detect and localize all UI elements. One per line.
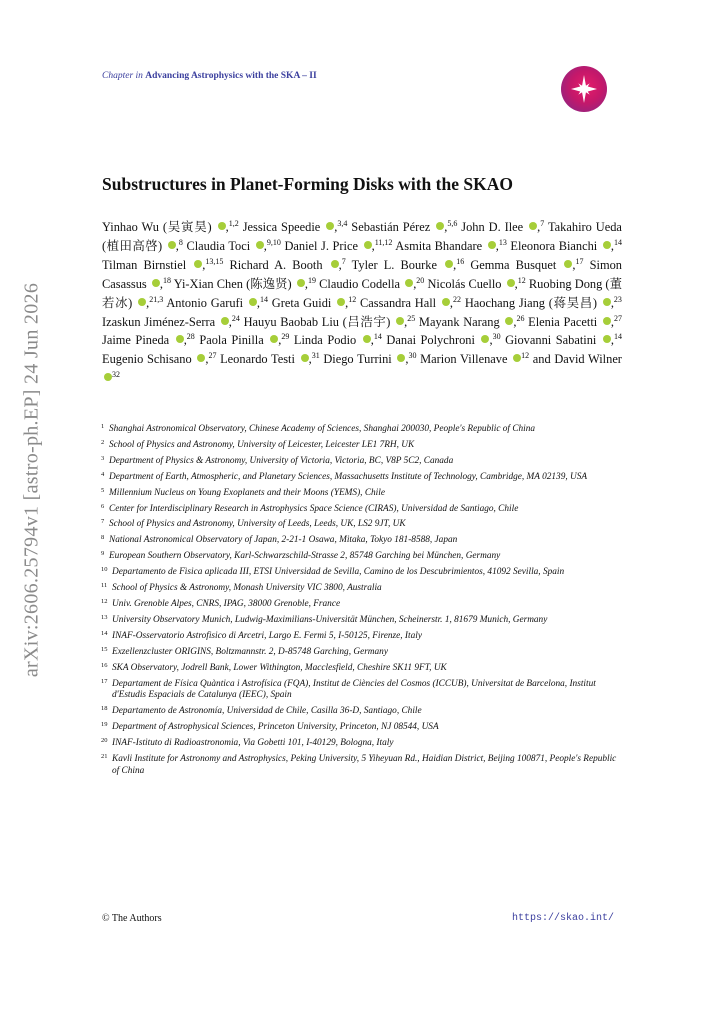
author-name: Mayank Narang xyxy=(418,314,500,329)
author-entry: Tilman Birnstiel ,$^{13,15}$ xyxy=(102,256,224,272)
author-entry: Tyler L. Bourke ,$^{16}$ xyxy=(351,256,465,272)
affiliation-number: 20 xyxy=(101,737,108,745)
affiliation-number: 15 xyxy=(101,645,108,653)
orcid-icon[interactable] xyxy=(270,335,278,343)
author-entry: Jaime Pineda ,$^{28}$ xyxy=(102,332,195,348)
author-entry: Gemma Busquet ,$^{17}$ xyxy=(470,256,584,272)
affiliation-text: University Observatory Munich, Ludwig-Maximilians-Universität München, Scheinerstr. 1, 81679 Munich, Germany xyxy=(112,614,548,625)
author-name: Marion Villenave xyxy=(420,352,508,367)
affiliation-text: INAF-Istituto di Radioastronomia, Via Gobetti 101, I-40129, Bologna, Italy xyxy=(112,738,394,749)
affiliation-text: European Southern Observatory, Karl-Schwarzschild-Strasse 2, 85748 Garching bei München, Germany xyxy=(109,551,501,562)
copyright-notice: © The Authors xyxy=(102,913,162,924)
author-affiliation-ref: 5,6 xyxy=(447,219,458,228)
author-name: Diego Turrini xyxy=(323,352,392,367)
author-entry: Paola Pinilla ,$^{29}$ xyxy=(199,332,290,348)
orcid-icon[interactable] xyxy=(603,298,611,306)
affiliation-list xyxy=(102,424,622,782)
affiliation-item xyxy=(102,647,622,659)
author-affiliation-ref: 21,3 xyxy=(149,294,164,304)
chapter-header xyxy=(102,71,317,81)
orcid-icon[interactable] xyxy=(603,241,611,249)
orcid-icon[interactable] xyxy=(249,298,257,306)
author-entry: Danai Polychroni ,$^{30}$ xyxy=(386,332,501,348)
author-name: Jaime Pineda xyxy=(102,333,170,348)
author-affiliation-ref: 11,12 xyxy=(374,237,393,247)
author-entry: Elenia Pacetti ,$^{27}$ xyxy=(528,313,622,329)
orcid-icon[interactable] xyxy=(436,222,444,230)
author-entry: Diego Turrini ,$^{30}$ xyxy=(323,351,417,367)
author-affiliation-ref: 22 xyxy=(453,294,462,304)
affiliation-text: School of Physics and Astronomy, University of Leicester, Leicester LE1 7RH, UK xyxy=(109,439,415,450)
orcid-icon[interactable] xyxy=(152,279,160,287)
author-entry: Mayank Narang ,$^{26}$ xyxy=(418,313,525,329)
affiliation-text: National Astronomical Observatory of Japan, 2-21-1 Osawa, Mitaka, Tokyo 181-8588, Japan xyxy=(109,535,458,546)
author-entry: Ruobing Dong (董若冰) ,$^{21,3}$ xyxy=(102,276,622,310)
affiliation-number: 6 xyxy=(101,502,105,510)
orcid-icon[interactable] xyxy=(168,241,176,249)
author-name: Sebastián Pérez xyxy=(351,220,431,234)
affiliation-text: Department of Astrophysical Sciences, Princeton University, Princeton, NJ 08544, USA xyxy=(112,722,439,733)
author-entry: Linda Podio ,$^{14}$ xyxy=(293,332,382,348)
author-entry: Yi-Xian Chen (陈逸贤) ,$^{19}$ xyxy=(173,275,316,291)
affiliation-text: SKA Observatory, Jodrell Bank, Lower Withington, Macclesfield, Cheshire SK11 9FT, UK xyxy=(112,662,447,673)
author-name: Antonio Garufi xyxy=(166,295,244,310)
orcid-icon[interactable] xyxy=(326,222,334,230)
affiliation-text: Exzellenzcluster ORIGINS, Boltzmannstr. 2, D-85748 Garching, Germany xyxy=(112,646,388,657)
author-affiliation-ref: 7 xyxy=(341,256,346,266)
chapter-prefix: Chapter in xyxy=(102,71,143,81)
author-name: Linda Podio xyxy=(293,333,357,348)
affiliation-number: 4 xyxy=(101,470,105,478)
affiliation-item xyxy=(102,583,622,595)
orcid-icon[interactable] xyxy=(445,260,453,268)
paper-title: Substructures in Planet-Forming Disks with the SKAO xyxy=(102,174,513,194)
arxiv-identifier: arXiv:2606.25794v1 [astro-ph.EP] 24 Jun 2026 xyxy=(20,282,43,678)
author-name: Simon Casassus xyxy=(102,257,622,291)
orcid-icon[interactable] xyxy=(488,241,496,249)
author-entry: Antonio Garufi ,$^{14}$ xyxy=(166,294,268,310)
author-entry: Simon Casassus ,$^{18}$ xyxy=(102,257,622,291)
affiliation-number: 19 xyxy=(101,721,108,729)
orcid-icon[interactable] xyxy=(337,298,345,306)
author-affiliation-ref: 32 xyxy=(112,370,120,380)
orcid-icon[interactable] xyxy=(442,298,450,306)
orcid-icon[interactable] xyxy=(301,354,309,362)
author-entry: Takahiro Ueda (植田高啓) ,$^8$ xyxy=(102,220,622,253)
author-affiliation-ref: 12 xyxy=(517,275,526,285)
author-affiliation-ref: 3,4 xyxy=(337,219,348,228)
affiliation-item xyxy=(102,631,622,643)
affiliation-number: 21 xyxy=(101,753,108,761)
author-affiliation-ref: 29 xyxy=(281,332,290,342)
author-name: Leonardo Testi xyxy=(220,352,295,367)
author-affiliation-ref: 13 xyxy=(498,237,507,247)
affiliation-item xyxy=(102,722,622,734)
orcid-icon[interactable] xyxy=(194,260,202,268)
author-entry: Eleonora Bianchi ,$^{14}$ xyxy=(510,237,622,253)
author-name: Eugenio Schisano xyxy=(102,352,192,367)
affiliation-number: 3 xyxy=(101,454,105,462)
affiliation-number: 8 xyxy=(101,534,105,542)
author-entry: Yinhao Wu (吴寅昊) ,$^{1,2}$ xyxy=(102,219,239,234)
author-list xyxy=(102,218,622,388)
author-affiliation-ref: 9,10 xyxy=(266,237,281,247)
affiliation-item xyxy=(102,519,622,531)
author-name: Hauyu Baobab Liu (吕浩宇) xyxy=(243,314,391,329)
affiliation-text: INAF-Osservatorio Astrofisico di Arcetri, Largo E. Fermi 5, I-50125, Firenze, Italy xyxy=(112,630,422,641)
affiliation-text: Univ. Grenoble Alpes, CNRS, IPAG, 38000 Grenoble, France xyxy=(112,598,341,609)
affiliation-text: School of Physics and Astronomy, University of Leeds, Leeds, UK, LS2 9JT, UK xyxy=(109,519,406,530)
affiliation-number: 17 xyxy=(101,677,108,685)
affiliation-item xyxy=(102,551,622,563)
author-name: Claudio Codella xyxy=(319,276,401,291)
orcid-icon[interactable] xyxy=(221,317,229,325)
orcid-icon[interactable] xyxy=(364,241,372,249)
orcid-icon[interactable] xyxy=(256,241,264,249)
orcid-icon[interactable] xyxy=(507,279,515,287)
affiliation-number: 1 xyxy=(101,423,105,430)
author-name: Takahiro Ueda (植田高啓) xyxy=(102,220,622,253)
author-entry: John D. Ilee ,$^7$ xyxy=(461,219,545,234)
affiliation-item xyxy=(102,424,622,436)
orcid-icon[interactable] xyxy=(481,335,489,343)
author-name: Richard A. Booth xyxy=(229,257,323,272)
author-name: Tilman Birnstiel xyxy=(102,257,187,272)
author-name: Jessica Speedie xyxy=(242,220,321,234)
author-name: Nicolás Cuello xyxy=(427,276,502,291)
affiliation-text: Departamento de Astronomía, Universidad de Chile, Casilla 36-D, Santiago, Chile xyxy=(112,706,422,717)
author-entry: Greta Guidi ,$^{12}$ xyxy=(271,294,357,310)
affiliation-item xyxy=(102,472,622,484)
orcid-icon[interactable] xyxy=(297,279,305,287)
author-entry: Izaskun Jiménez-Serra ,$^{24}$ xyxy=(102,313,240,329)
orcid-icon[interactable] xyxy=(529,222,537,230)
affiliation-item xyxy=(102,615,622,627)
affiliation-item xyxy=(102,504,622,516)
orcid-icon[interactable] xyxy=(396,317,404,325)
affiliation-number: 16 xyxy=(101,661,108,669)
author-affiliation-ref: 13,15 xyxy=(205,256,224,266)
author-affiliation-ref: 7 xyxy=(540,219,545,228)
affiliation-text: Department of Earth, Atmospheric, and Planetary Sciences, Massachusetts Institute of Technology, Cambridge, MA 02139, USA xyxy=(109,471,588,482)
author-entry: Richard A. Booth ,$^7$ xyxy=(229,256,346,272)
affiliation-item xyxy=(102,456,622,468)
affiliation-text: Kavli Institute for Astronomy and Astrophysics, Peking University, 5 Yiheyuan Rd., Haidian District, Beijing 100871, People's Republic of China xyxy=(112,754,617,776)
author-affiliation-ref: 19 xyxy=(307,275,316,285)
author-name: Giovanni Sabatini xyxy=(505,333,597,348)
author-entry: Giovanni Sabatini ,$^{14}$ xyxy=(505,332,622,348)
affiliation-number: 12 xyxy=(101,597,108,605)
affiliation-item xyxy=(102,738,622,750)
author-affiliation-ref: 12 xyxy=(521,351,530,361)
author-affiliation-ref: 14 xyxy=(613,237,622,247)
author-name: Yinhao Wu (吴寅昊) xyxy=(102,220,212,234)
affiliation-number: 13 xyxy=(101,613,108,621)
author-affiliation-ref: 1,2 xyxy=(228,219,239,228)
orcid-icon[interactable] xyxy=(176,335,184,343)
author-name: Daniel J. Price xyxy=(284,238,359,253)
author-affiliation-ref: 30 xyxy=(408,351,417,361)
orcid-icon[interactable] xyxy=(603,335,611,343)
affiliation-text: School of Physics & Astronomy, Monash University VIC 3800, Australia xyxy=(112,583,382,594)
orcid-icon[interactable] xyxy=(603,317,611,325)
author-entry: Leonardo Testi ,$^{31}$ xyxy=(220,351,320,367)
author-affiliation-ref: 23 xyxy=(613,294,622,304)
affiliation-item xyxy=(102,679,622,703)
orcid-icon[interactable] xyxy=(138,298,146,306)
orcid-icon[interactable] xyxy=(505,317,513,325)
skao-link[interactable]: https://skao.int/ xyxy=(512,913,615,924)
author-name: Greta Guidi xyxy=(271,295,332,310)
author-affiliation-ref: 26 xyxy=(516,313,525,323)
affiliation-item xyxy=(102,488,622,500)
affiliation-item xyxy=(102,567,622,579)
author-entry: Nicolás Cuello ,$^{12}$ xyxy=(427,275,526,291)
author-affiliation-ref: 25 xyxy=(407,313,416,323)
author-entry: Hauyu Baobab Liu (吕浩宇) ,$^{25}$ xyxy=(243,313,416,329)
affiliation-number: 7 xyxy=(101,518,105,526)
author-name: Gemma Busquet xyxy=(470,257,557,272)
author-affiliation-ref: 8 xyxy=(178,237,183,247)
author-conjunction: and xyxy=(532,352,551,367)
author-affiliation-ref: 24 xyxy=(231,313,240,323)
orcid-icon[interactable] xyxy=(218,222,226,230)
author-name: Eleonora Bianchi xyxy=(510,238,598,253)
affiliation-item xyxy=(102,706,622,718)
author-name: Izaskun Jiménez-Serra xyxy=(102,314,216,329)
author-entry: Haochang Jiang (蒋昊昌) ,$^{23}$ xyxy=(464,294,622,310)
author-affiliation-ref: 18 xyxy=(163,275,172,285)
orcid-icon[interactable] xyxy=(197,354,205,362)
author-name: Tyler L. Bourke xyxy=(351,257,437,272)
affiliation-number: 11 xyxy=(101,582,108,590)
author-name: Elenia Pacetti xyxy=(528,314,598,329)
affiliation-item xyxy=(102,440,622,452)
author-entry: Daniel J. Price ,$^{11,12}$ xyxy=(284,237,393,253)
affiliation-number: 18 xyxy=(101,705,108,713)
author-affiliation-ref: 20 xyxy=(416,275,425,285)
affiliation-text: Millennium Nucleus on Young Exoplanets and their Moons (YEMS), Chile xyxy=(109,487,385,498)
author-entry: Claudia Toci ,$^{9,10}$ xyxy=(186,237,281,253)
affiliation-number: 9 xyxy=(101,550,105,558)
author-affiliation-ref: 14 xyxy=(260,294,268,304)
author-name: Claudia Toci xyxy=(186,238,251,253)
author-affiliation-ref: 31 xyxy=(311,351,320,361)
author-affiliation-ref: 12 xyxy=(348,294,357,304)
author-name: Asmita Bhandare xyxy=(395,238,483,253)
affiliation-text: Center for Interdisciplinary Research in Astrophysics Space Science (CIRAS), Universidad de Santiago, Chile xyxy=(109,503,519,514)
affiliation-item xyxy=(102,663,622,675)
author-affiliation-ref: 30 xyxy=(492,332,501,342)
ska-star-logo-icon xyxy=(561,66,607,112)
affiliation-number: 2 xyxy=(101,438,105,446)
author-affiliation-ref: 27 xyxy=(208,351,217,361)
author-name: Yi-Xian Chen (陈逸贤) xyxy=(173,276,292,291)
affiliation-text: Shanghai Astronomical Observatory, Chinese Academy of Sciences, Shanghai 200030, People's Republic of China xyxy=(109,424,536,434)
orcid-icon[interactable] xyxy=(104,373,112,381)
author-affiliation-ref: 14 xyxy=(373,332,382,342)
author-name: Haochang Jiang (蒋昊昌) xyxy=(464,295,598,310)
arxiv-sidebar xyxy=(12,270,52,690)
author-affiliation-ref: 27 xyxy=(614,313,622,323)
orcid-icon[interactable] xyxy=(363,335,371,343)
author-entry: Eugenio Schisano ,$^{27}$ xyxy=(102,351,217,367)
affiliation-item xyxy=(102,535,622,547)
author-affiliation-ref: 17 xyxy=(575,256,584,266)
author-entry: Jessica Speedie ,$^{3,4}$ xyxy=(242,219,348,234)
author-name: Ruobing Dong (董若冰) xyxy=(102,276,622,310)
affiliation-item xyxy=(102,599,622,611)
affiliation-text: Departamento de Fìsica aplicada III, ETSI Universidad de Sevilla, Camino de los Descubrimientos, 41092 Sevilla, Spain xyxy=(112,567,565,578)
author-entry: Sebastián Pérez ,$^{5,6}$ xyxy=(351,219,458,234)
author-affiliation-ref: 28 xyxy=(186,332,195,342)
orcid-icon[interactable] xyxy=(513,354,521,362)
affiliation-number: 10 xyxy=(101,566,108,574)
author-entry: Claudio Codella ,$^{20}$ xyxy=(319,275,425,291)
author-name: Paola Pinilla xyxy=(199,333,264,348)
author-name: John D. Ilee xyxy=(461,220,524,234)
affiliation-text: Department of Physics & Astronomy, University of Victoria, Victoria, BC, V8P 5C2, Canada xyxy=(109,455,454,466)
author-affiliation-ref: 14 xyxy=(613,332,622,342)
book-title[interactable]: Advancing Astrophysics with the SKA – II xyxy=(145,71,317,81)
affiliation-text: Departament de Física Quàntica i Astrofísica (FQA), Institut de Ciències del Cosmos (ICCUB), Universitat de Barcelona, Institut d'Estudis Espacials de Catalunya (IEEC), Spain xyxy=(112,678,596,701)
orcid-icon[interactable] xyxy=(397,354,405,362)
orcid-icon[interactable] xyxy=(405,279,413,287)
author-entry: Cassandra Hall ,$^{22}$ xyxy=(360,294,462,310)
author-name: Cassandra Hall xyxy=(360,295,437,310)
orcid-icon[interactable] xyxy=(564,260,572,268)
author-affiliation-ref: 16 xyxy=(456,256,465,266)
author-name: Danai Polychroni xyxy=(386,333,475,348)
orcid-icon[interactable] xyxy=(331,260,339,268)
author-entry: Asmita Bhandare ,$^{13}$ xyxy=(395,237,507,253)
author-entry xyxy=(420,352,554,366)
affiliation-item xyxy=(102,754,622,778)
affiliation-number: 5 xyxy=(101,486,105,494)
author-name: David Wilner xyxy=(554,352,622,367)
affiliation-number: 14 xyxy=(101,629,108,637)
